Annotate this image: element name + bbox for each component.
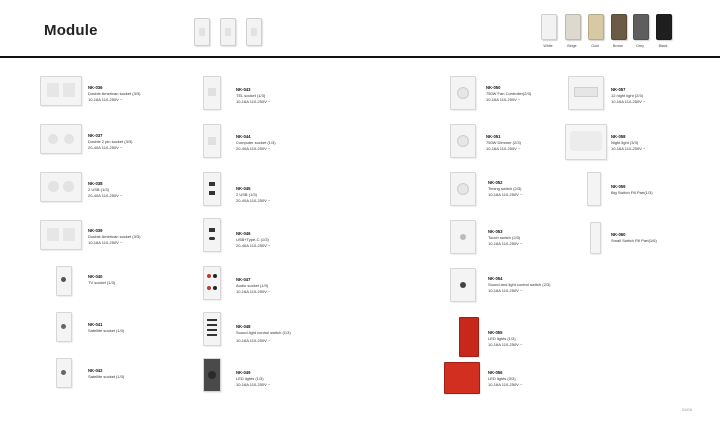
- product-image-tel-socket: [203, 76, 221, 110]
- product-image-double-american-socket: [40, 76, 82, 106]
- product-name: Touch switch (2/3): [488, 235, 521, 240]
- product-name: TEL socket (1/3): [236, 93, 266, 98]
- product-spec: 10-16A 110-250V ~: [488, 288, 523, 293]
- product-name: Night light (3/3): [611, 140, 639, 145]
- product-code: NK-049: [236, 370, 251, 375]
- product-image-touch-switch: [450, 220, 476, 254]
- product-code: NK-043: [236, 87, 251, 92]
- header-module-image: [246, 18, 262, 46]
- product-code: NK-046: [236, 231, 251, 236]
- swatch-gold: [588, 14, 604, 40]
- product-image-tv-socket: [56, 266, 72, 296]
- product-spec: 10-16A 110-250V ~: [611, 146, 646, 151]
- product-spec: 10-16A 110-250V ~: [236, 99, 271, 104]
- product-code: NK-042: [88, 368, 103, 373]
- product-image-led-lights-red-large: [444, 362, 480, 394]
- header-divider: [0, 56, 720, 58]
- product-image-big-switch-fill-part: [587, 172, 601, 206]
- product-name: Double American socket (3/3): [88, 234, 141, 239]
- product-image-sound-light-control-switch: [450, 268, 476, 302]
- product-code: NK-054: [488, 276, 503, 281]
- product-name: Satellite socket (1/3): [88, 328, 125, 333]
- product-image-computer-socket: [203, 124, 221, 158]
- header-module-image: [220, 18, 236, 46]
- product-name: Computer socket (1/3): [236, 140, 276, 145]
- product-name: Satellite socket (1/3): [88, 374, 125, 379]
- product-image-dimmer: [450, 124, 476, 158]
- product-name: Double American socket (3/3): [88, 91, 141, 96]
- product-image-2-usb-module: [203, 172, 221, 206]
- swatch-label: Brown: [612, 44, 624, 48]
- swatch-label: Grey: [636, 44, 644, 48]
- product-spec: 10-16A 110-250V ~: [88, 97, 123, 102]
- product-name: USB+Type-C (1/3): [236, 237, 269, 242]
- product-code: NK-040: [88, 274, 103, 279]
- product-spec: 10-16A 110-250V ~: [488, 241, 523, 246]
- product-spec: 10-16A 110-250V ~: [236, 289, 271, 294]
- product-code: NK-048: [236, 324, 251, 329]
- product-name: 2 USB (1/3): [236, 192, 257, 197]
- product-name: 750W Fan Controller(2/3): [486, 91, 532, 96]
- page-title: Module: [44, 22, 98, 39]
- swatch-beige: [565, 14, 581, 40]
- product-spec: 10-16A 110-250V ~: [236, 338, 271, 343]
- product-name: Sound light control switch (1/3): [236, 330, 291, 335]
- product-name: Big Switch Fill Part(1/3): [611, 190, 653, 195]
- product-image-led-lights-red: [459, 317, 479, 357]
- page-number: 03/05: [682, 407, 693, 412]
- product-code: NK-047: [236, 277, 251, 282]
- product-code: NK-050: [486, 85, 501, 90]
- product-code: NK-055: [488, 330, 503, 335]
- product-image-double-2pin-socket: [40, 124, 82, 154]
- product-code: NK-060: [611, 232, 626, 237]
- product-spec: 10-16A 110-250V ~: [611, 99, 646, 104]
- product-image-audio-socket: [203, 266, 221, 300]
- product-image-night-light: [568, 76, 604, 110]
- product-spec: 10-16A 110-250V ~: [488, 382, 523, 387]
- product-image-usb-type-c: [203, 218, 221, 252]
- product-image-2-usb: [40, 172, 82, 202]
- product-code: NK-053: [488, 229, 503, 234]
- product-image-led-lights: [203, 358, 221, 392]
- swatch-label: Beige: [567, 44, 577, 48]
- product-spec: 10-16A 110-250V ~: [488, 192, 523, 197]
- product-image-double-american-socket: [40, 220, 82, 250]
- header-module-image: [194, 18, 210, 46]
- product-code: NK-045: [236, 186, 251, 191]
- product-spec: 20-40A 110-250V ~: [236, 243, 271, 248]
- product-spec: 20-40A 110-250V ~: [236, 146, 271, 151]
- product-name: Double 2 pin socket (3/3): [88, 139, 133, 144]
- product-code: NK-039: [88, 228, 103, 233]
- product-code: NK-056: [488, 370, 503, 375]
- product-spec: 10-16A 110-250V ~: [236, 382, 271, 387]
- product-spec: 20-40A 110-250V ~: [88, 193, 123, 198]
- product-name: TV socket (1/3): [88, 280, 116, 285]
- product-code: NK-036: [88, 85, 103, 90]
- product-spec: 20-40A 110-250V ~: [236, 198, 271, 203]
- product-code: NK-037: [88, 133, 103, 138]
- swatch-label: Gold: [591, 44, 599, 48]
- swatch-brown: [611, 14, 627, 40]
- product-image-fan-controller: [450, 76, 476, 110]
- product-code: NK-057: [611, 87, 626, 92]
- product-code: NK-038: [88, 181, 103, 186]
- product-code: NK-058: [611, 134, 626, 139]
- product-name: Timing switch (2/3): [488, 186, 522, 191]
- product-image-satellite-socket: [56, 358, 72, 388]
- product-name: Sound and light control switch (2/3): [488, 282, 551, 287]
- product-image-small-switch-fill-part: [590, 222, 601, 254]
- product-name: LED lights (1/3): [488, 336, 516, 341]
- product-spec: 10-16A 110-250V ~: [488, 342, 523, 347]
- swatch-label: White: [543, 44, 553, 48]
- product-code: NK-051: [486, 134, 501, 139]
- product-spec: 10-16A 110-250V ~: [486, 97, 521, 102]
- product-code: NK-052: [488, 180, 503, 185]
- swatch-black: [656, 14, 672, 40]
- product-image-satellite-socket: [56, 312, 72, 342]
- product-image-sound-light-control-switch: [203, 312, 221, 346]
- product-name: Small Switch Fill Part(1/6): [611, 238, 657, 243]
- swatch-label: Black: [658, 44, 668, 48]
- product-code: NK-041: [88, 322, 103, 327]
- product-spec: 10-16A 110-250V ~: [88, 240, 123, 245]
- product-image-night-light-large: [565, 124, 607, 160]
- swatch-grey: [633, 14, 649, 40]
- product-name: 750W Dimmer (2/3): [486, 140, 521, 145]
- product-image-timing-switch: [450, 172, 476, 206]
- product-name: Audio socket (1/3): [236, 283, 269, 288]
- product-name: 2 USB (1/3): [88, 187, 109, 192]
- swatch-white: [541, 14, 557, 40]
- product-name: LED lights (1/3): [236, 376, 264, 381]
- product-name: 12 night light (2/3): [611, 93, 644, 98]
- product-code: NK-044: [236, 134, 251, 139]
- product-spec: 10-16A 110-250V ~: [486, 146, 521, 151]
- product-name: LED lights (3/3): [488, 376, 516, 381]
- product-spec: 20-40A 110-250V ~: [88, 145, 123, 150]
- product-code: NK-059: [611, 184, 626, 189]
